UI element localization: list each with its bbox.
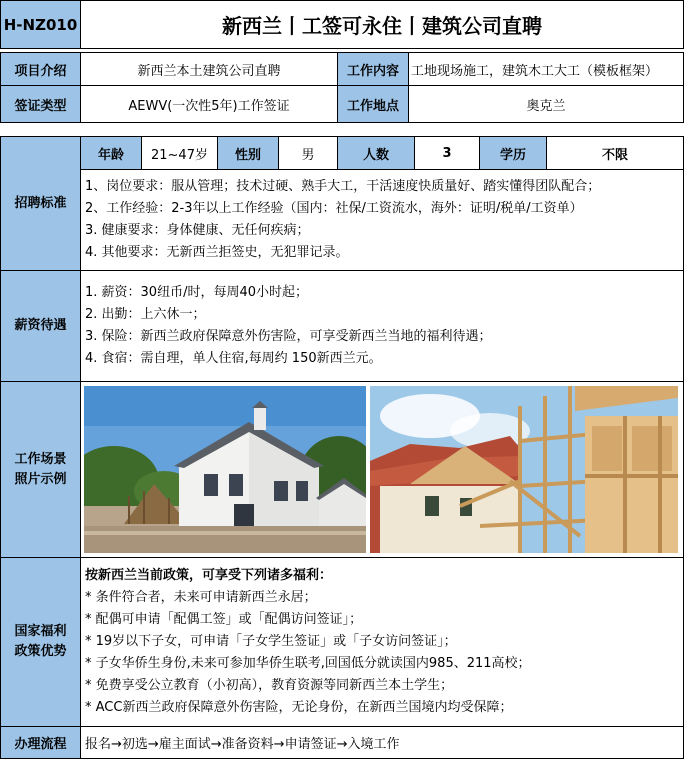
gender-label: 性别 [217,136,279,170]
benefit-item: * 条件符合者，未来可申请新西兰永居； [85,590,317,605]
count-value: 3 [414,136,480,170]
requirement-item: 4. 其他要求：无新西兰拒签史，无犯罪记录。 [85,245,349,260]
age-label: 年龄 [80,136,142,170]
timber-framing-photo [370,386,678,553]
recruit-section-label [0,136,81,271]
work-content-label: 工作内容 [337,52,409,86]
photos-section-label-line-2: 照片示例 [14,471,67,487]
benefit-item: * ACC新西兰政府保障意外伤害险，无论身份，在新西兰国境内均受保障； [85,700,513,715]
visa-label: 签证类型 [0,85,81,123]
benefit-item: * 子女华侨生身份,未来可参加华侨生联考,回国低分就读国内985、211高校； [85,656,531,671]
work-content-value: 工地现场施工，建筑木工大工（模板框架） [408,52,684,86]
salary-section-label-text: 薪资待遇 [14,318,67,333]
timber-framing-image [370,386,678,553]
benefits-section-label-line-1: 国家福利 [14,624,67,639]
construction-house-photo [84,386,366,553]
salary-item: 1. 薪资：30纽币/时，每周40小时起； [85,285,308,300]
location-label: 工作地点 [337,85,409,123]
benefits-heading: 按新西兰当前政策，可享受下列诸多福利： [85,568,333,583]
project-label: 项目介绍 [0,52,81,86]
salary-section-label [0,270,81,382]
photos-section-label-line-1: 工作场景 [14,451,67,467]
job-code: H-NZ010 [0,0,81,49]
benefits-list [80,557,684,727]
construction-house-image [84,386,366,553]
location-value: 奥克兰 [408,85,684,123]
edu-value: 不限 [546,136,684,170]
requirement-item: 3. 健康要求：身体健康、无任何疾病； [85,223,310,238]
visa-value: AEWV(一次性5年)工作签证 [80,85,338,123]
salary-item: 2. 出勤：上六休一； [85,307,206,322]
requirement-item: 1、岗位要求：服从管理；技术过硬、熟手大工，干活速度快质量好、踏实懂得团队配合； [85,179,601,194]
benefits-section-label-line-2: 政策优势 [14,644,67,659]
salary-list [80,270,684,382]
age-value: 21~47岁 [141,136,218,170]
salary-item: 4. 食宿：需自理，单人住宿,每周约 150新西兰元。 [85,351,382,366]
gender-value: 男 [278,136,338,170]
requirement-item: 2、工作经验：2-3年以上工作经验（国内：社保/工资流水，海外：证明/税单/工资单） [85,201,583,216]
benefit-item: * 免费享受公立教育（小初高），教育资源等同新西兰本土学生； [85,678,454,693]
process-label: 办理流程 [0,726,81,759]
process-value: 报名→初选→雇主面试→准备资料→申请签证→入境工作 [80,726,684,759]
edu-label: 学历 [479,136,547,170]
benefit-item: * 19岁以下子女，可申请「子女学生签证」或「子女访问签证」； [85,634,457,649]
salary-item: 3. 保险：新西兰政府保障意外伤害险，可享受新西兰当地的福利待遇； [85,329,492,344]
page-title: 新西兰丨工签可永住丨建筑公司直聘 [80,0,684,49]
recruit-section-label-text: 招聘标准 [14,195,67,211]
benefits-section-label [0,557,81,727]
project-value: 新西兰本土建筑公司直聘 [80,52,338,86]
benefit-item: * 配偶可申请「配偶工签」或「配偶访问签证」； [85,612,363,627]
requirements-list [80,169,684,271]
count-label: 人数 [337,136,415,170]
photos-section-label [0,381,81,558]
